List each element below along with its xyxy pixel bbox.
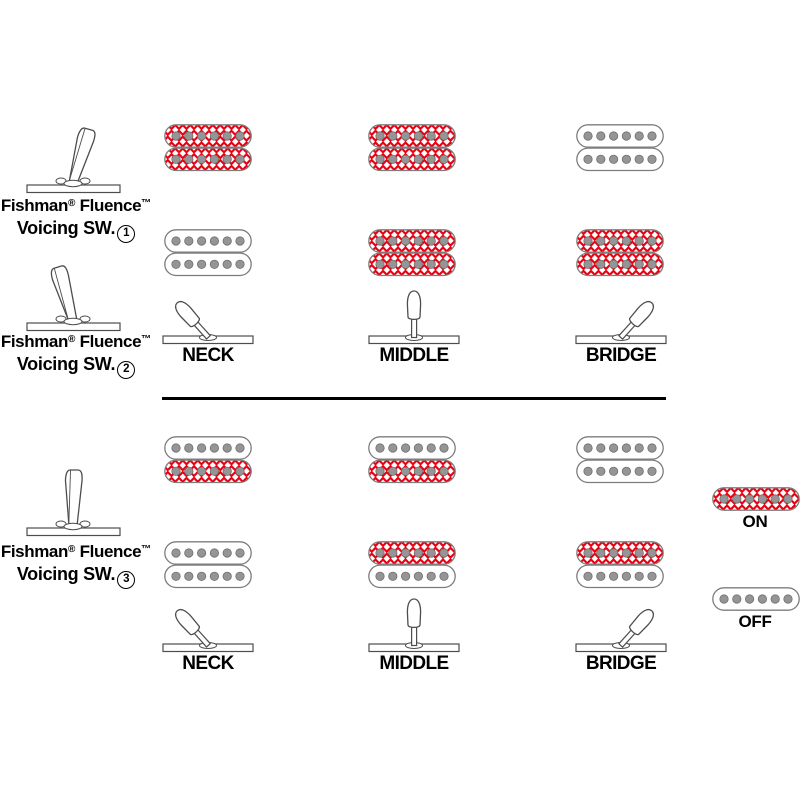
circled-number-1: 1 bbox=[117, 225, 135, 243]
voicing-sw-line: Voicing SW. 3 bbox=[0, 564, 152, 589]
selector-lever-bridge-icon bbox=[565, 287, 677, 351]
pickup-sw2-middle bbox=[368, 229, 456, 278]
pickup-sw1-neck bbox=[164, 124, 252, 173]
legend-coil-on-icon bbox=[712, 487, 800, 512]
position-label-bridge: BRIDGE bbox=[585, 345, 657, 366]
pickup-sw1-middle bbox=[368, 124, 456, 173]
pickup-sw3-row1-neck bbox=[164, 436, 252, 485]
section-divider bbox=[162, 397, 666, 400]
voicing-toggle-sw2-icon bbox=[24, 255, 124, 335]
trademark-mark: ™ bbox=[141, 544, 152, 555]
pickup-sw2-neck bbox=[164, 229, 252, 278]
registered-mark: ® bbox=[67, 198, 76, 209]
brand-line: Fishman® Fluence™ bbox=[0, 332, 152, 351]
legend-coil-off-icon bbox=[712, 587, 800, 612]
voicing-toggle-sw3-icon bbox=[24, 460, 124, 540]
brand-line: Fishman® Fluence™ bbox=[0, 542, 152, 561]
voicing-toggle-sw1-icon bbox=[24, 117, 124, 197]
voicing-sw1-label bbox=[0, 196, 152, 243]
position-label-bridge: BRIDGE bbox=[585, 653, 657, 674]
selector-lever-neck-icon bbox=[152, 287, 264, 351]
circled-number-3: 3 bbox=[117, 571, 135, 589]
legend-on-label: ON bbox=[742, 512, 768, 531]
trademark-mark: ™ bbox=[141, 334, 152, 345]
voicing-sw-line: Voicing SW. 1 bbox=[0, 218, 152, 243]
pickup-sw3-row2-bridge bbox=[576, 541, 664, 590]
selector-lever-middle-icon bbox=[358, 287, 470, 351]
circled-number-2: 2 bbox=[117, 361, 135, 379]
position-label-middle: MIDDLE bbox=[379, 345, 449, 366]
trademark-mark: ™ bbox=[141, 198, 152, 209]
pickup-sw3-row1-bridge bbox=[576, 436, 664, 485]
brand-line: Fishman® Fluence™ bbox=[0, 196, 152, 215]
voicing-sw3-label bbox=[0, 542, 152, 589]
position-label-neck: NECK bbox=[182, 345, 234, 366]
position-label-middle: MIDDLE bbox=[379, 653, 449, 674]
pickup-sw3-row2-middle bbox=[368, 541, 456, 590]
selector-lever-neck-icon bbox=[152, 595, 264, 659]
pickup-sw3-row2-neck bbox=[164, 541, 252, 590]
pickup-sw1-bridge bbox=[576, 124, 664, 173]
pickup-sw3-row1-middle bbox=[368, 436, 456, 485]
voicing-sw-line: Voicing SW. 2 bbox=[0, 354, 152, 379]
voicing-sw2-label bbox=[0, 332, 152, 379]
position-label-neck: NECK bbox=[182, 653, 234, 674]
registered-mark: ® bbox=[67, 544, 76, 555]
selector-lever-bridge-icon bbox=[565, 595, 677, 659]
registered-mark: ® bbox=[67, 334, 76, 345]
legend-off-label: OFF bbox=[738, 612, 772, 631]
selector-lever-middle-icon bbox=[358, 595, 470, 659]
pickup-sw2-bridge bbox=[576, 229, 664, 278]
